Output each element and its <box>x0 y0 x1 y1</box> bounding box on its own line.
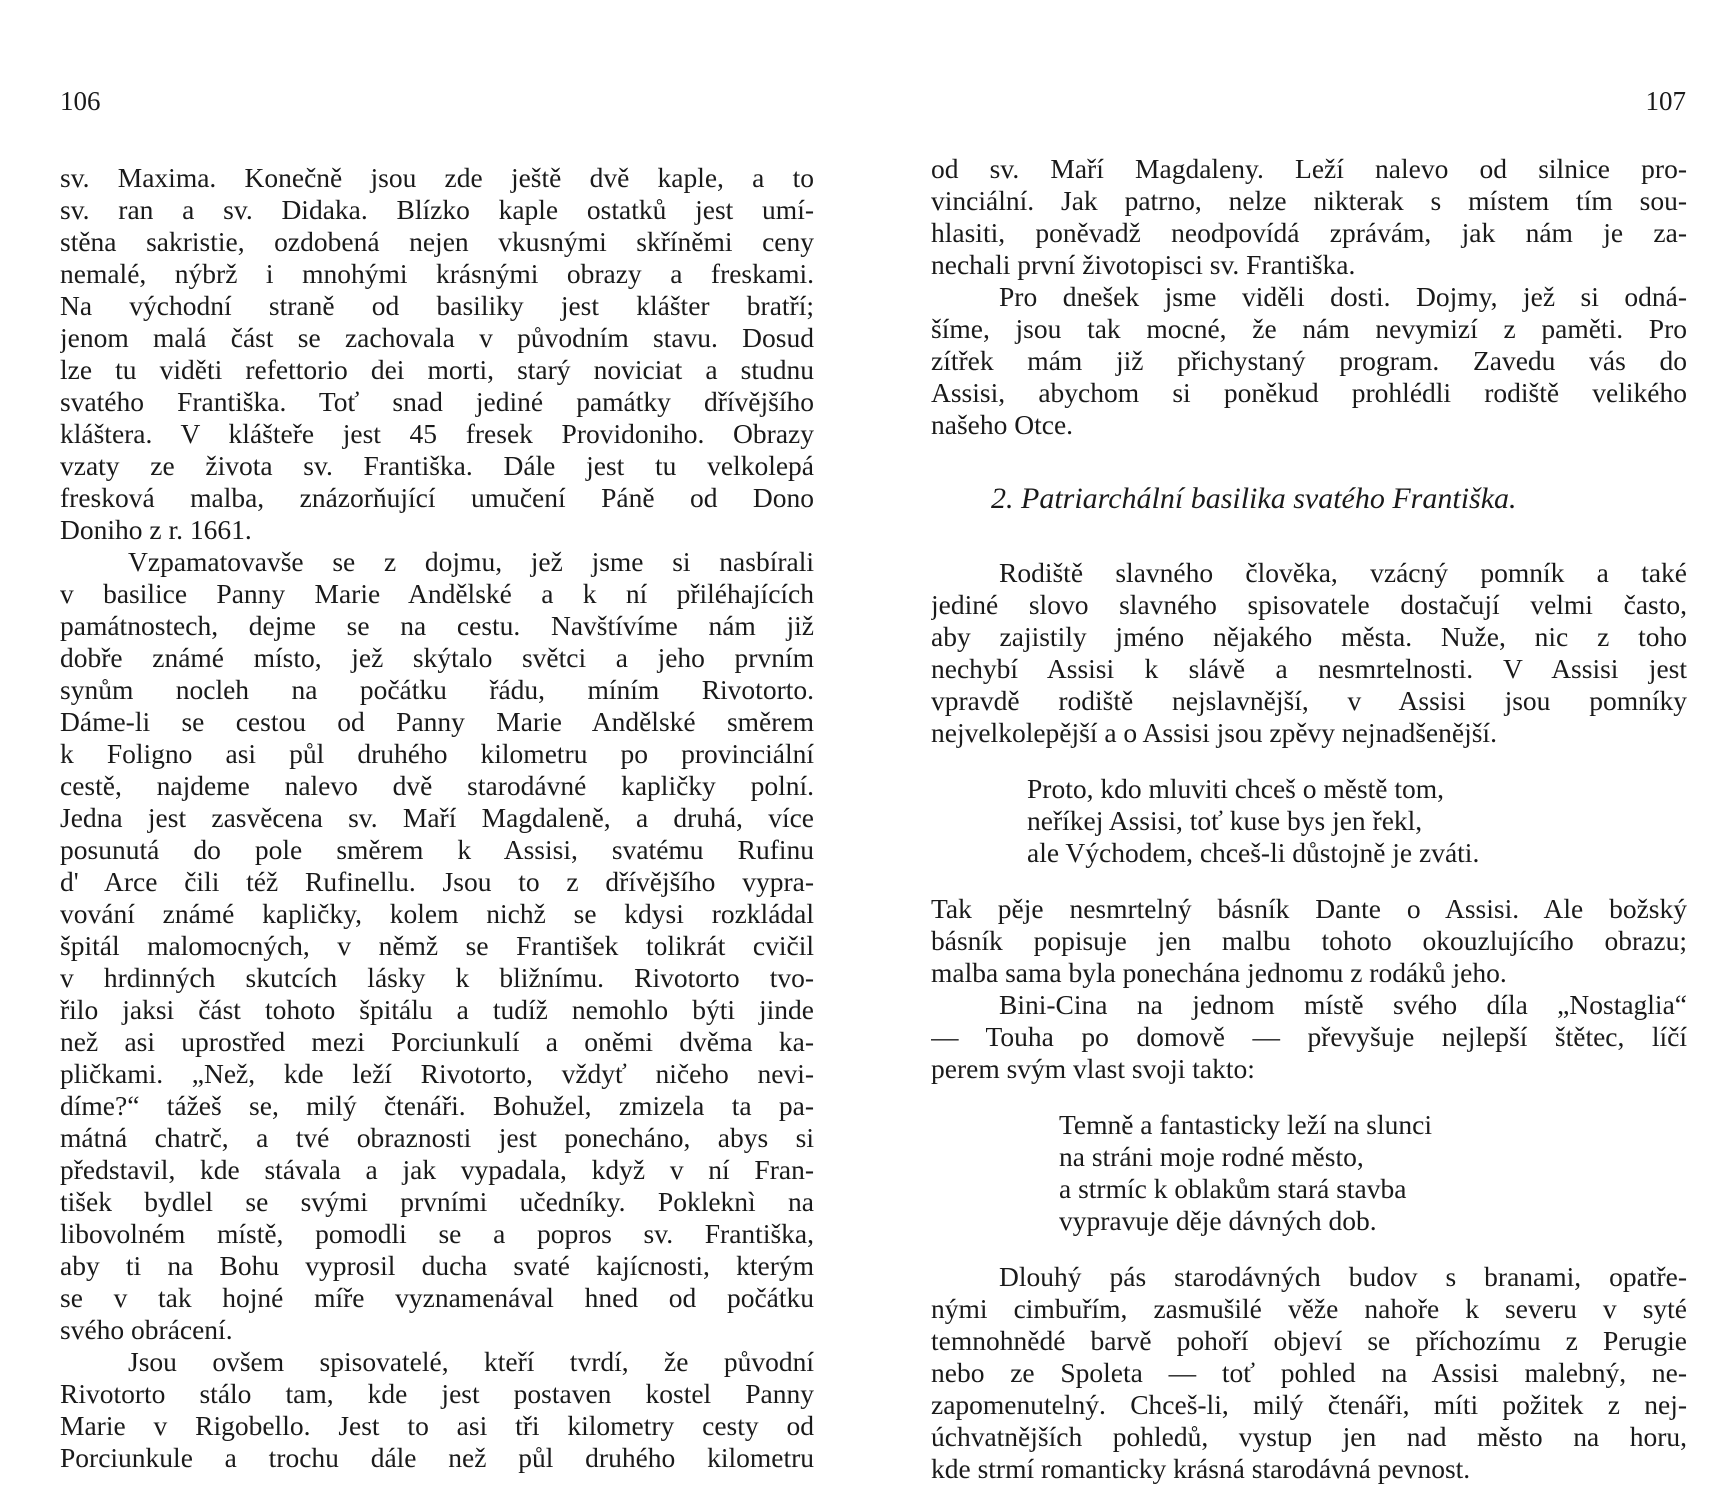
verse-line: Proto, kdo mluviti chceš o městě tom, <box>1027 773 1445 804</box>
text-line: Dlouhý pás starodávných budov s branami, opatře- <box>999 1261 1687 1292</box>
text-line: vinciální. Jak patrno, nelze nikterak s místem tím sou- <box>931 185 1687 216</box>
text-line: Na východní straně od basiliky jest klášter bratří; <box>60 290 814 321</box>
text-line: d' Arce čili též Rufinellu. Jsou to z dřívějšího vypra- <box>60 866 814 897</box>
text-line: se v tak hojné míře vyznamenával hned od počátku <box>60 1282 814 1313</box>
text-line: nechybí Assisi k slávě a nesmrtelnosti. V Assisi jest <box>931 653 1687 684</box>
text-line: svého obrácení. <box>60 1314 233 1345</box>
text-line: jenom malá část se zachovala v původním stavu. Dosud <box>60 322 814 353</box>
text-line: tišek bydlel se svými prvními učedníky. Pokleknì na <box>60 1186 814 1217</box>
text-line: šíme, jsou tak mocné, že nám nevymizí z paměti. Pro <box>931 313 1687 344</box>
text-line: synům nocleh na počátku řádu, míním Rivotorto. <box>60 674 814 705</box>
text-line: vpravdě rodiště nejslavnější, v Assisi jsou pomníky <box>931 685 1687 716</box>
text-line: nejvelkolepější a o Assisi jsou zpěvy nejnadšenější. <box>931 717 1497 748</box>
text-line: sv. Maxima. Konečně jsou zde ještě dvě kaple, a to <box>60 162 814 193</box>
text-line: díme?“ tážeš se, milý čtenáři. Bohužel, zmizela ta pa- <box>60 1090 814 1121</box>
text-line: od sv. Maří Magdaleny. Leží nalevo od silnice pro- <box>931 153 1687 184</box>
text-line: úchvatnějších pohledů, vystup jen nad město na horu, <box>931 1421 1687 1452</box>
text-line: hlasiti, poněvadž neodpovídá zprávám, jak nám je za- <box>931 217 1687 248</box>
text-line: špitál malomocných, v němž se František tolikrát cvičil <box>60 930 814 961</box>
text-line: vování známé kapličky, kolem nichž se kdysi rozkládal <box>60 898 814 929</box>
text-line: posunutá do pole směrem k Assisi, svatému Rufinu <box>60 834 814 865</box>
text-line: kde strmí romanticky krásná starodávná pevnost. <box>931 1453 1471 1484</box>
text-line: svatého Františka. Toť snad jediné památky dřívějšího <box>60 386 814 417</box>
verse-line: Temně a fantasticky leží na slunci <box>1059 1109 1432 1140</box>
text-line: pličkami. „Než, kde leží Rivotorto, vždyť ničeho nevi- <box>60 1058 814 1089</box>
text-line: k Foligno asi půl druhého kilometru po provinciální <box>60 738 814 769</box>
text-line: stěna sakristie, ozdobená nejen vkusnými skříněmi ceny <box>60 226 814 257</box>
section-heading: 2. Patriarchální basilika svatého Františka. <box>991 482 1517 515</box>
text-line: zapomenutelný. Chceš-li, milý čtenáři, míti požitek z nej- <box>931 1389 1687 1420</box>
text-line: cestě, najdeme nalevo dvě starodávné kapličky polní. <box>60 770 814 801</box>
text-line: představil, kde stávala a jak vypadala, když v ní Fran- <box>60 1154 814 1185</box>
text-line: památnostech, dejme se na cestu. Navštívíme nám již <box>60 610 814 641</box>
verse-line: ale Východem, chceš-li důstojně je zváti. <box>1027 837 1480 868</box>
text-line: aby ti na Bohu vyprosil ducha svaté kajícnosti, kterým <box>60 1250 814 1281</box>
text-line: v hrdinných skutcích lásky k bližnímu. Rivotorto tvo- <box>60 962 814 993</box>
right-page <box>867 0 1734 1500</box>
text-line: fresková malba, znázorňující umučení Páně od Dono <box>60 482 814 513</box>
text-line: — Touha po domově — převyšuje nejlepší štětec, líčí <box>931 1021 1687 1052</box>
text-line: básník popisuje jen malbu tohoto okouzlujícího obrazu; <box>931 925 1687 956</box>
text-line: zítřek mám již přichystaný program. Zavedu vás do <box>931 345 1687 376</box>
text-line: kláštera. V klášteře jest 45 fresek Providoniho. Obrazy <box>60 418 814 449</box>
text-line: mátná chatrč, a tvé obraznosti jest ponecháno, abys si <box>60 1122 814 1153</box>
text-line: nými cimbuřím, zasmušilé věže nahoře k severu v syté <box>931 1293 1687 1324</box>
text-line: řilo jaksi část tohoto špitálu a tudíž nemohlo býti jinde <box>60 994 814 1025</box>
verse-line: neříkej Assisi, toť kuse bys jen řekl, <box>1027 805 1423 836</box>
text-line: Jedna jest zasvěcena sv. Maří Magdaleně, a druhá, více <box>60 802 814 833</box>
text-line: Doniho z r. 1661. <box>60 514 252 545</box>
text-line: malba sama byla ponechána jednomu z rodáků jeho. <box>931 957 1507 988</box>
text-line: Assisi, abychom si poněkud prohlédli rodiště velikého <box>931 377 1687 408</box>
verse-line: na stráni moje rodné město, <box>1059 1141 1364 1172</box>
text-line: nebo ze Spoleta — toť pohled na Assisi malebný, ne- <box>931 1357 1687 1388</box>
text-line: Dáme-li se cestou od Panny Marie Andělské směrem <box>60 706 814 737</box>
text-line: aby zajistily jméno nějakého města. Nuže, nic z toho <box>931 621 1687 652</box>
right-page-text <box>931 153 1687 1485</box>
text-line: lze tu viděti refettorio dei morti, starý noviciat a studnu <box>60 354 814 385</box>
text-line: Rodiště slavného člověka, vzácný pomník a také <box>999 557 1687 588</box>
text-line: Porciunkule a trochu dále než půl druhého kilometru <box>60 1442 814 1473</box>
page-number-right: 107 <box>1645 86 1686 116</box>
text-line: nechali první životopisci sv. Františka. <box>931 249 1356 280</box>
text-line: v basilice Panny Marie Andělské a k ní přiléhajících <box>60 578 814 609</box>
text-line: libovolném místě, pomodli se a popros sv. Františka, <box>60 1218 814 1249</box>
page-number-left: 106 <box>60 86 101 116</box>
text-line: perem svým vlast svoji takto: <box>931 1053 1255 1084</box>
text-line: Bini-Cina na jednom místě svého díla „Nostaglia“ <box>999 989 1687 1020</box>
text-line: nemalé, nýbrž i mnohými krásnými obrazy a freskami. <box>60 258 814 289</box>
text-line: sv. ran a sv. Didaka. Blízko kaple ostatků jest umí- <box>60 194 814 225</box>
text-line: našeho Otce. <box>931 409 1074 440</box>
text-line: Pro dnešek jsme viděli dosti. Dojmy, jež si odná- <box>999 281 1687 312</box>
text-line: Marie v Rigobello. Jest to asi tři kilometry cesty od <box>60 1410 814 1441</box>
text-line: Vzpamatovavše se z dojmu, jež jsme si nasbírali <box>128 546 814 577</box>
text-line: jediné slovo slavného spisovatele dostačují velmi často, <box>931 589 1687 620</box>
text-line: Tak pěje nesmrtelný básník Dante o Assisi. Ale božský <box>931 893 1687 924</box>
text-line: vzaty ze života sv. Františka. Dále jest tu velkolepá <box>60 450 814 481</box>
text-line: než asi uprostřed mezi Porciunkulí a oněmi dvěma ka- <box>60 1026 814 1057</box>
verse-line: vypravuje děje dávných dob. <box>1059 1205 1377 1236</box>
text-line: dobře známé místo, jež skýtalo světci a jeho prvním <box>60 642 814 673</box>
text-line: Jsou ovšem spisovatelé, kteří tvrdí, že původní <box>128 1346 814 1377</box>
left-page-text <box>60 162 814 1474</box>
text-line: temnohnědé barvě pohoří objeví se příchozímu z Perugie <box>931 1325 1687 1356</box>
text-line: Rivotorto stálo tam, kde jest postaven kostel Panny <box>60 1378 814 1409</box>
verse-line: a strmíc k oblakům stará stavba <box>1059 1173 1407 1204</box>
